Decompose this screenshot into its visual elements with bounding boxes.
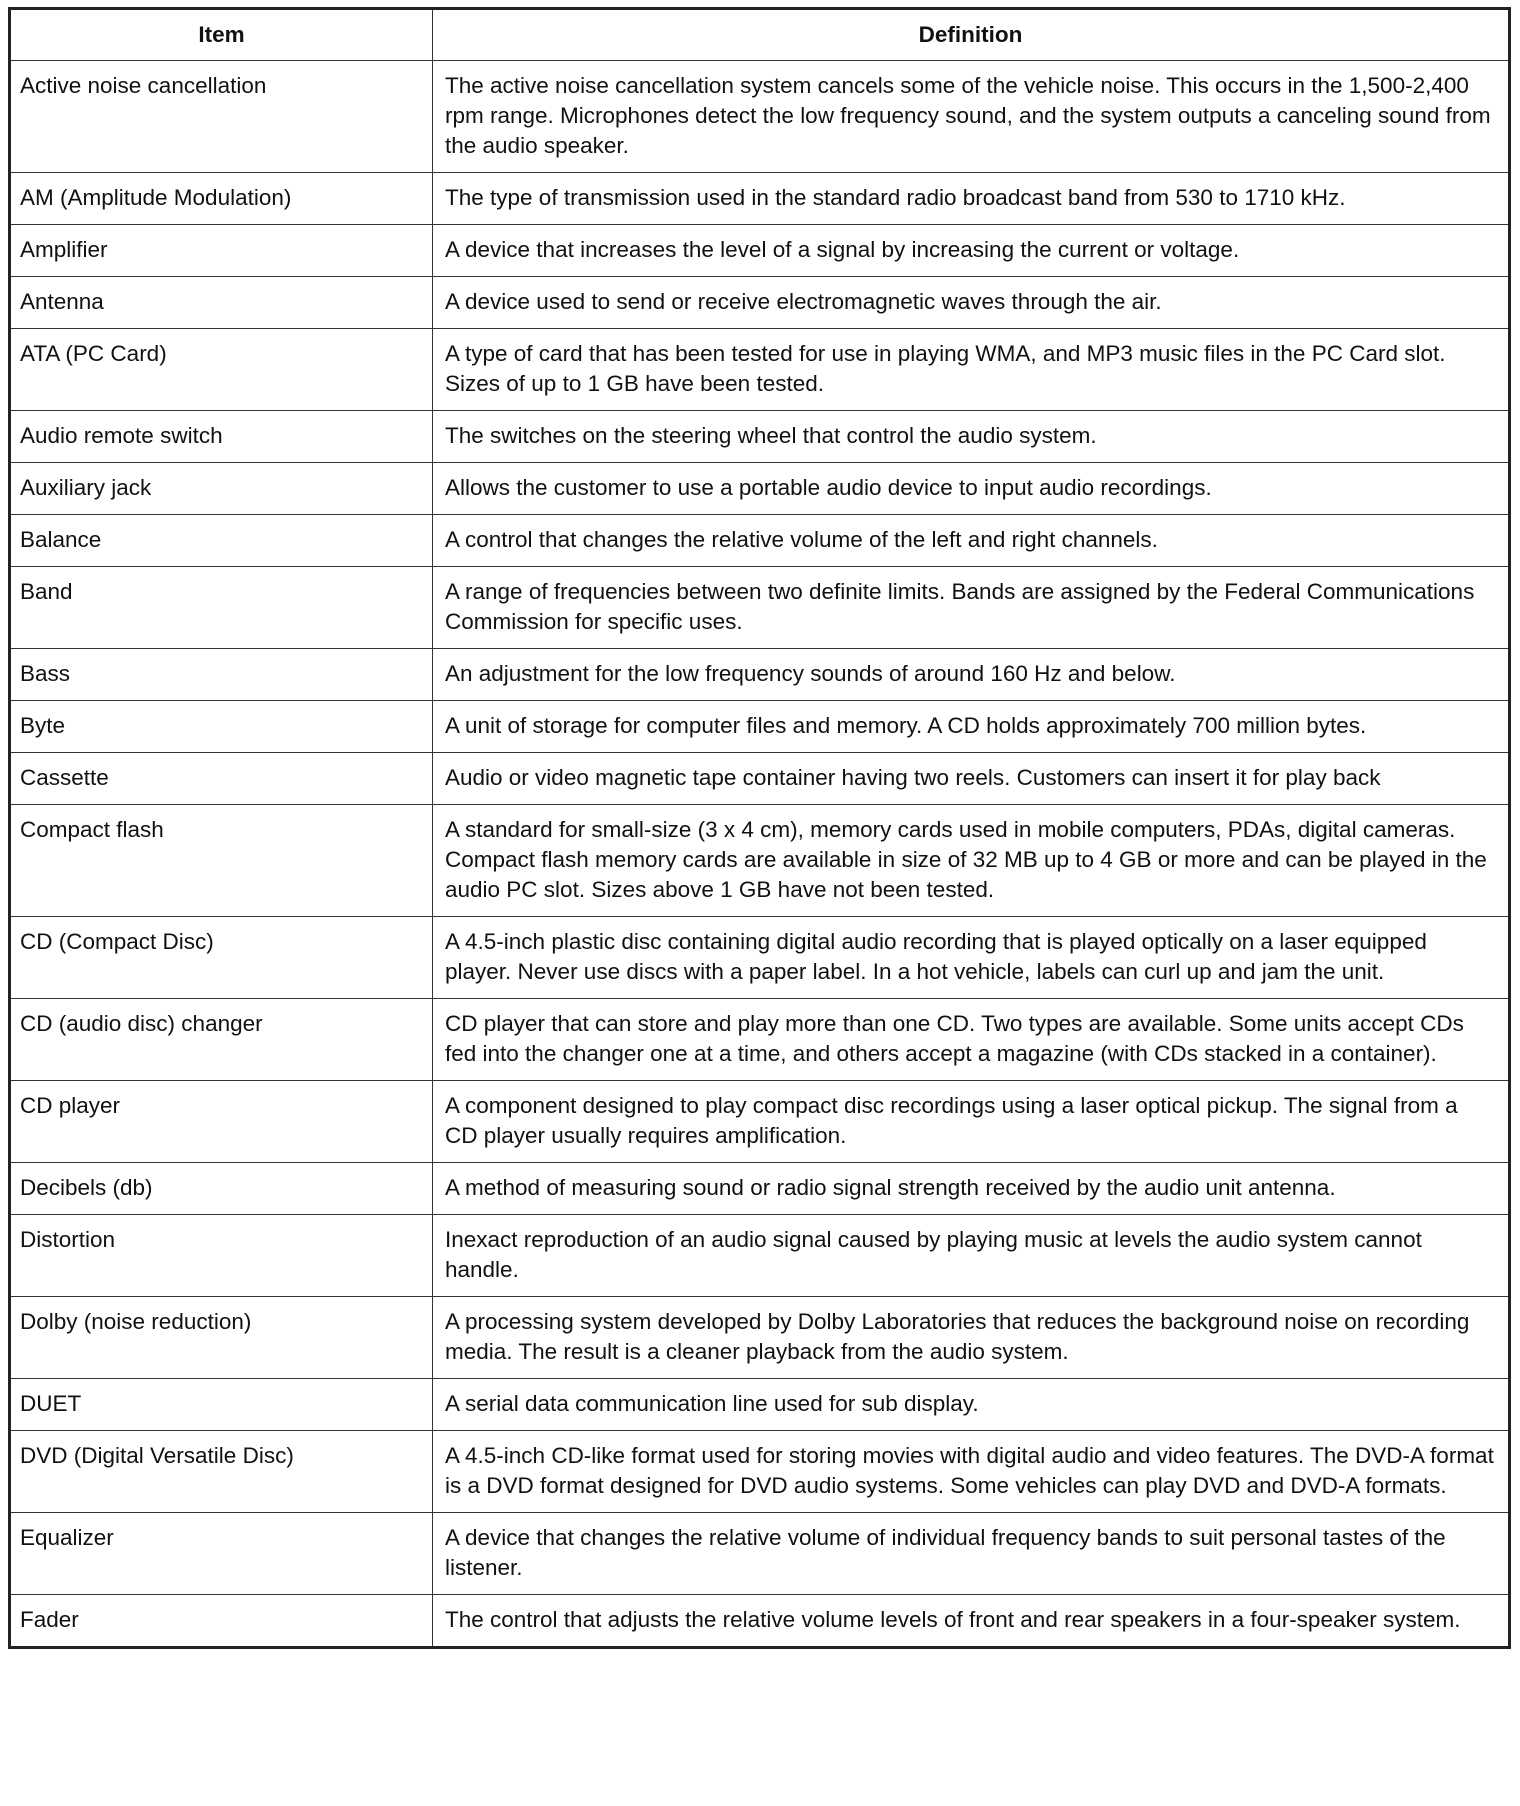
- definition-cell: A serial data communication line used for sub display.: [433, 1379, 1510, 1431]
- definition-cell: A method of measuring sound or radio signal strength received by the audio unit antenna.: [433, 1163, 1510, 1215]
- glossary-page: [8, 7, 1508, 1649]
- definition-cell: CD player that can store and play more than one CD. Two types are available. Some units accept CDs fed into the changer one at a time, and others accept a magazine (with CDs stacked in a container).: [433, 999, 1510, 1081]
- header-row: [10, 9, 1510, 61]
- definition-cell: Allows the customer to use a portable audio device to input audio recordings.: [433, 463, 1510, 515]
- definition-cell: A device that changes the relative volume of individual frequency bands to suit personal tastes of the listener.: [433, 1513, 1510, 1595]
- item-cell: Fader: [10, 1595, 433, 1648]
- glossary-table: [8, 7, 1511, 1649]
- table-row: [10, 463, 1510, 515]
- item-cell: DVD (Digital Versatile Disc): [10, 1431, 433, 1513]
- item-cell: Band: [10, 567, 433, 649]
- table-row: [10, 701, 1510, 753]
- definition-cell: A device that increases the level of a signal by increasing the current or voltage.: [433, 225, 1510, 277]
- table-body: [10, 61, 1510, 1648]
- item-cell: CD (Compact Disc): [10, 917, 433, 999]
- table-row: [10, 411, 1510, 463]
- table-row: [10, 999, 1510, 1081]
- definition-cell: A processing system developed by Dolby Laboratories that reduces the background noise on recording media. The result is a cleaner playback from the audio system.: [433, 1297, 1510, 1379]
- item-cell: Decibels (db): [10, 1163, 433, 1215]
- definition-cell: The type of transmission used in the standard radio broadcast band from 530 to 1710 kHz.: [433, 173, 1510, 225]
- definition-cell: A standard for small-size (3 x 4 cm), memory cards used in mobile computers, PDAs, digital cameras. Compact flash memory cards are available in size of 32 MB up to 4 GB or more and can be played in the audio PC slot. Sizes above 1 GB have not been tested.: [433, 805, 1510, 917]
- definition-cell: A range of frequencies between two definite limits. Bands are assigned by the Federal Communications Commission for specific uses.: [433, 567, 1510, 649]
- definition-cell: An adjustment for the low frequency sounds of around 160 Hz and below.: [433, 649, 1510, 701]
- item-cell: Antenna: [10, 277, 433, 329]
- item-cell: Amplifier: [10, 225, 433, 277]
- table-row: [10, 225, 1510, 277]
- table-row: [10, 1513, 1510, 1595]
- table-row: [10, 753, 1510, 805]
- definition-cell: The switches on the steering wheel that control the audio system.: [433, 411, 1510, 463]
- definition-column-header: Definition: [433, 9, 1510, 61]
- table-row: [10, 1595, 1510, 1648]
- table-row: [10, 1081, 1510, 1163]
- item-cell: Distortion: [10, 1215, 433, 1297]
- table-row: [10, 805, 1510, 917]
- item-cell: Byte: [10, 701, 433, 753]
- table-header: [10, 9, 1510, 61]
- table-row: [10, 277, 1510, 329]
- item-cell: Equalizer: [10, 1513, 433, 1595]
- item-cell: ATA (PC Card): [10, 329, 433, 411]
- definition-cell: A component designed to play compact disc recordings using a laser optical pickup. The signal from a CD player usually requires amplification.: [433, 1081, 1510, 1163]
- item-cell: Balance: [10, 515, 433, 567]
- item-cell: Auxiliary jack: [10, 463, 433, 515]
- table-row: [10, 1379, 1510, 1431]
- table-row: [10, 329, 1510, 411]
- definition-cell: A type of card that has been tested for use in playing WMA, and MP3 music files in the PC Card slot. Sizes of up to 1 GB have been tested.: [433, 329, 1510, 411]
- definition-cell: A 4.5-inch plastic disc containing digital audio recording that is played optically on a laser equipped player. Never use discs with a paper label. In a hot vehicle, labels can curl up and jam the unit.: [433, 917, 1510, 999]
- item-cell: DUET: [10, 1379, 433, 1431]
- definition-cell: Inexact reproduction of an audio signal caused by playing music at levels the audio system cannot handle.: [433, 1215, 1510, 1297]
- table-row: [10, 567, 1510, 649]
- item-cell: Active noise cancellation: [10, 61, 433, 173]
- table-row: [10, 1297, 1510, 1379]
- table-row: [10, 917, 1510, 999]
- table-row: [10, 61, 1510, 173]
- table-row: [10, 515, 1510, 567]
- item-cell: CD (audio disc) changer: [10, 999, 433, 1081]
- item-cell: CD player: [10, 1081, 433, 1163]
- item-cell: AM (Amplitude Modulation): [10, 173, 433, 225]
- item-cell: Bass: [10, 649, 433, 701]
- definition-cell: A unit of storage for computer files and memory. A CD holds approximately 700 million bytes.: [433, 701, 1510, 753]
- item-column-header: Item: [10, 9, 433, 61]
- table-row: [10, 1215, 1510, 1297]
- table-row: [10, 649, 1510, 701]
- table-row: [10, 1431, 1510, 1513]
- definition-cell: Audio or video magnetic tape container having two reels. Customers can insert it for play back: [433, 753, 1510, 805]
- definition-cell: The active noise cancellation system cancels some of the vehicle noise. This occurs in the 1,500-2,400 rpm range. Microphones detect the low frequency sound, and the system outputs a canceling sound from the audio speaker.: [433, 61, 1510, 173]
- definition-cell: A control that changes the relative volume of the left and right channels.: [433, 515, 1510, 567]
- item-cell: Dolby (noise reduction): [10, 1297, 433, 1379]
- item-cell: Cassette: [10, 753, 433, 805]
- definition-cell: A device used to send or receive electromagnetic waves through the air.: [433, 277, 1510, 329]
- item-cell: Compact flash: [10, 805, 433, 917]
- definition-cell: The control that adjusts the relative volume levels of front and rear speakers in a four-speaker system.: [433, 1595, 1510, 1648]
- table-row: [10, 1163, 1510, 1215]
- table-row: [10, 173, 1510, 225]
- definition-cell: A 4.5-inch CD-like format used for storing movies with digital audio and video features. The DVD-A format is a DVD format designed for DVD audio systems. Some vehicles can play DVD and DVD-A formats.: [433, 1431, 1510, 1513]
- item-cell: Audio remote switch: [10, 411, 433, 463]
